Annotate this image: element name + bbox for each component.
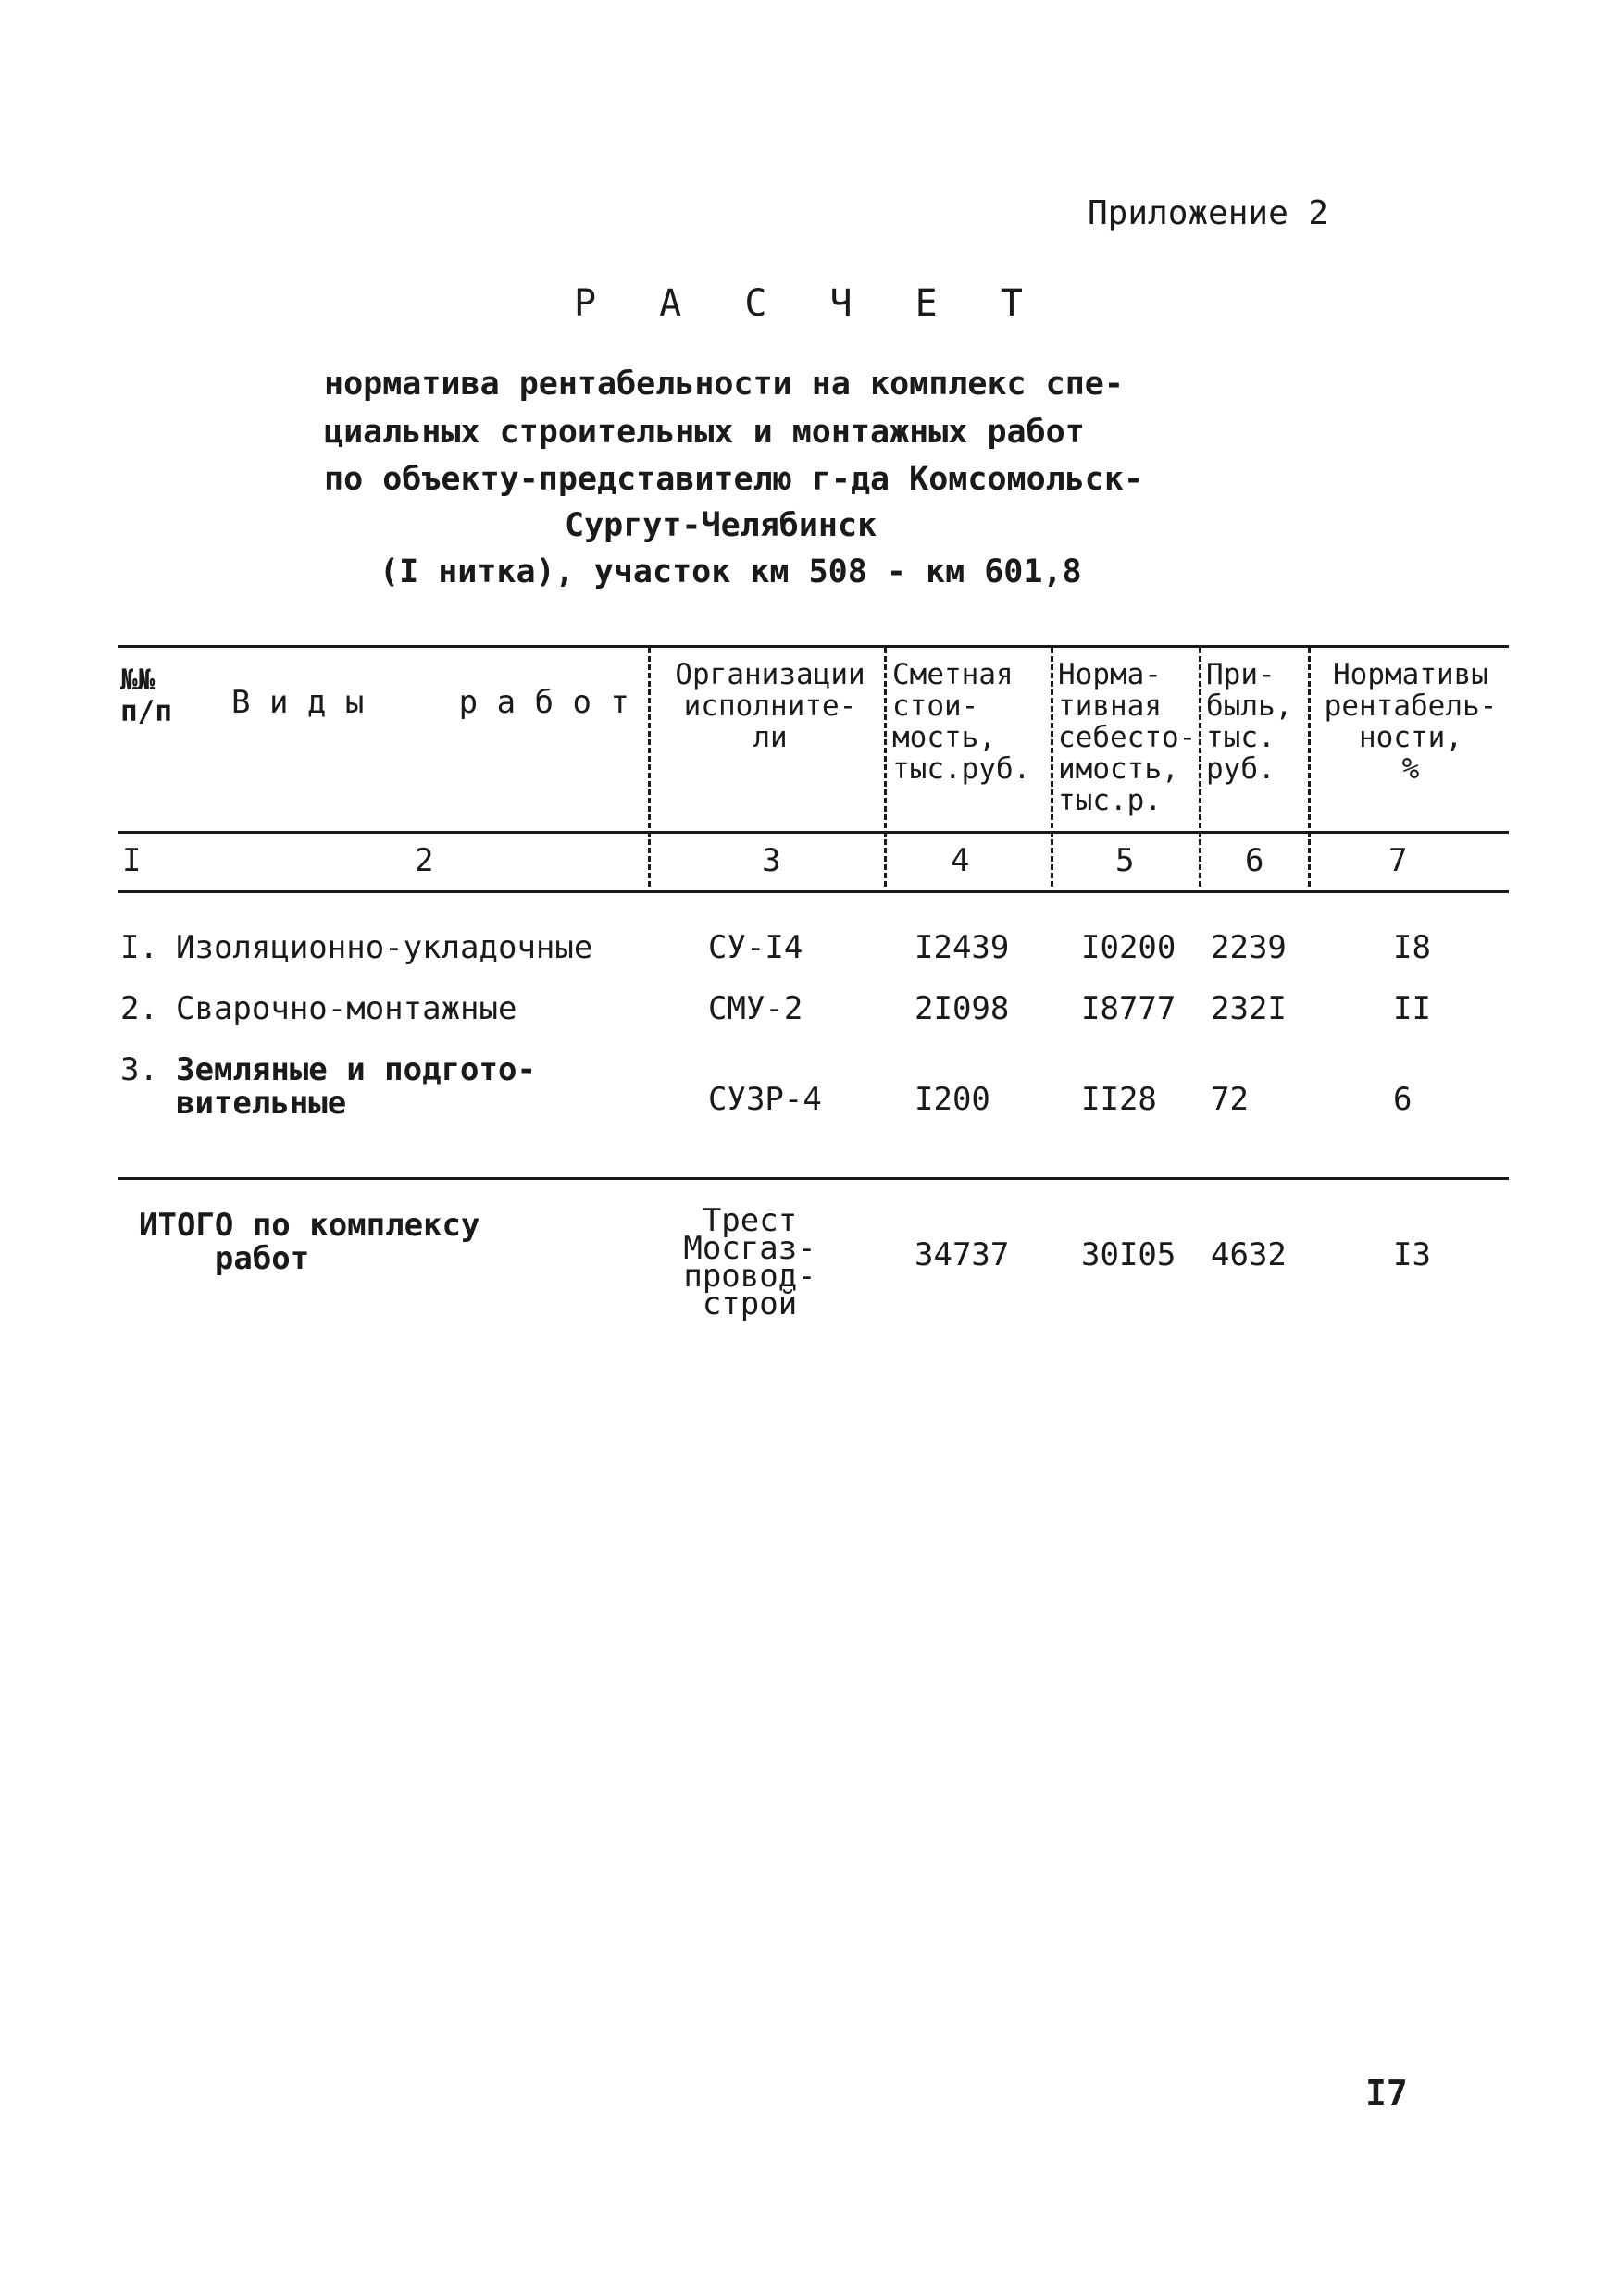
row-selfcost: I0200 xyxy=(1081,929,1176,966)
subtitle-line-1: норматива рентабельности на комплекс спе- xyxy=(324,366,1124,403)
row-number: 2. xyxy=(120,990,158,1027)
row-cost: 2I098 xyxy=(915,990,1010,1027)
subtitle-line-3: по объекту-представителю г-да Комсомольск- xyxy=(324,461,1144,498)
total-label: ИТОГО по комплексу работ xyxy=(139,1207,480,1277)
total-cost: 34737 xyxy=(915,1236,1010,1273)
column-number: 3 xyxy=(762,842,781,879)
row-organization: СУЗР-4 xyxy=(708,1081,822,1118)
row-organization: СМУ-2 xyxy=(708,990,803,1027)
row-cost: I2439 xyxy=(915,929,1010,966)
col-divider xyxy=(648,648,651,887)
subtitle-line-4: Сургут-Челябинск xyxy=(565,507,877,544)
row-selfcost: II28 xyxy=(1081,1081,1157,1118)
header-profitability-norm: Нормативы рентабель- ности, % xyxy=(1324,658,1498,786)
column-number: 7 xyxy=(1388,842,1408,879)
header-bottom-rule xyxy=(118,831,1509,834)
total-selfcost: 30I05 xyxy=(1081,1236,1176,1273)
row-cost: I200 xyxy=(915,1081,990,1118)
row-selfcost: I8777 xyxy=(1081,990,1176,1027)
col-divider xyxy=(1199,648,1201,887)
total-profit: 4632 xyxy=(1211,1236,1287,1273)
header-normative-selfcost: Норма- тивная себесто- имость, тыс.р. xyxy=(1058,658,1197,817)
header-organization: Организации исполните- ли xyxy=(675,658,865,754)
column-number: 4 xyxy=(951,842,970,879)
row-work-type: Сварочно-монтажные xyxy=(176,990,517,1027)
column-number: 2 xyxy=(415,842,434,879)
column-numbers-rule xyxy=(118,890,1509,893)
row-organization: СУ-I4 xyxy=(708,929,803,966)
subtitle-line-5: (I нитка), участок км 508 - км 601,8 xyxy=(380,553,1082,590)
row-profit: 232I xyxy=(1211,990,1287,1027)
table-top-rule xyxy=(118,645,1509,648)
row-work-type: Изоляционно-укладочные xyxy=(176,929,593,966)
header-profit: При- быль, тыс. руб. xyxy=(1206,658,1293,786)
col-divider xyxy=(1051,648,1053,887)
page-number: I7 xyxy=(1365,2073,1408,2114)
row-norm: 6 xyxy=(1393,1081,1413,1118)
total-norm: I3 xyxy=(1393,1236,1431,1273)
subtitle-line-2: циальных строительных и монтажных работ xyxy=(324,414,1085,451)
row-number: I. xyxy=(120,929,158,966)
col-divider xyxy=(884,648,887,887)
row-profit: 2239 xyxy=(1211,929,1287,966)
appendix-label: Приложение 2 xyxy=(1088,194,1329,232)
total-rule xyxy=(118,1177,1509,1180)
row-norm: II xyxy=(1393,990,1431,1027)
row-work-type: Земляные и подгото- вительные xyxy=(176,1051,536,1122)
column-number: 6 xyxy=(1245,842,1264,879)
header-number: №№ п/п xyxy=(120,664,172,728)
col-divider xyxy=(1308,648,1311,887)
column-number: 5 xyxy=(1115,842,1135,879)
total-organization: Трест Мосгаз- провод- строй xyxy=(683,1202,816,1322)
row-number: 3. xyxy=(120,1051,158,1088)
document-title: Р А С Ч Е Т xyxy=(574,282,1043,325)
row-profit: 72 xyxy=(1211,1081,1249,1118)
row-norm: I8 xyxy=(1393,929,1431,966)
header-work-type: В и д ы р а б о т xyxy=(231,684,629,721)
header-estimated-cost: Сметная стои- мость, тыс.руб. xyxy=(892,658,1031,786)
column-number: I xyxy=(122,842,142,879)
